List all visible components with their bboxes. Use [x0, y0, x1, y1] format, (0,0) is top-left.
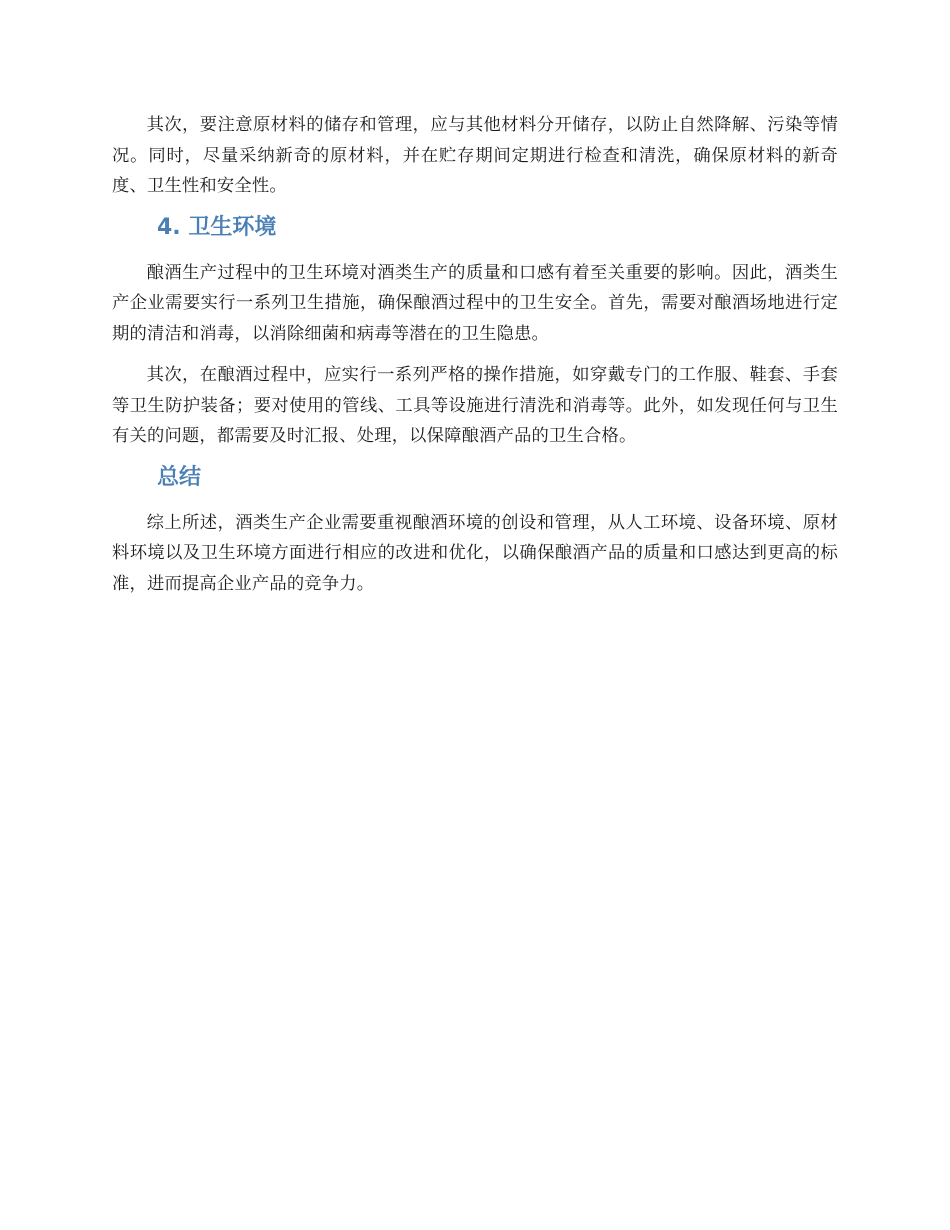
paragraph-raw-material-storage: 其次，要注意原材料的储存和管理，应与其他材料分开储存，以防止自然降解、污染等情况。同时，尽量采纳新奇的原材料，并在贮存期间定期进行检查和清洗，确保原材料的新奇度、卫生性和安全性。 [112, 115, 838, 196]
section-heading-summary: 总结 [157, 464, 202, 490]
document-page [112, 110, 838, 610]
paragraph-hygiene-intro: 酿酒生产过程中的卫生环境对酒类生产的质量和口感有着至关重要的影响。因此，酒类生产企业需要实行一系列卫生措施，确保酿酒过程中的卫生安全。首先，需要对酿酒场地进行定期的清洁和消毒，以消除细菌和病毒等潜在的卫生隐患。 [112, 262, 838, 344]
section-heading-hygiene: 4. 卫生环境 [157, 214, 277, 240]
paragraph-summary: 综上所述，酒类生产企业需要重视酿酒环境的创设和管理，从人工环境、设备环境、原材料环境以及卫生环境方面进行相应的改进和优化，以确保酿酒产品的质量和口感达到更高的标准，进而提高企业产品的竞争力。 [112, 512, 838, 594]
paragraph-hygiene-measures: 其次，在酿酒过程中，应实行一系列严格的操作措施，如穿戴专门的工作服、鞋套、手套等卫生防护装备；要对使用的管线、工具等设施进行清洗和消毒等。此外，如发现任何与卫生有关的问题，都需要及时汇报、处理，以保障酿酒产品的卫生合格。 [112, 365, 838, 446]
